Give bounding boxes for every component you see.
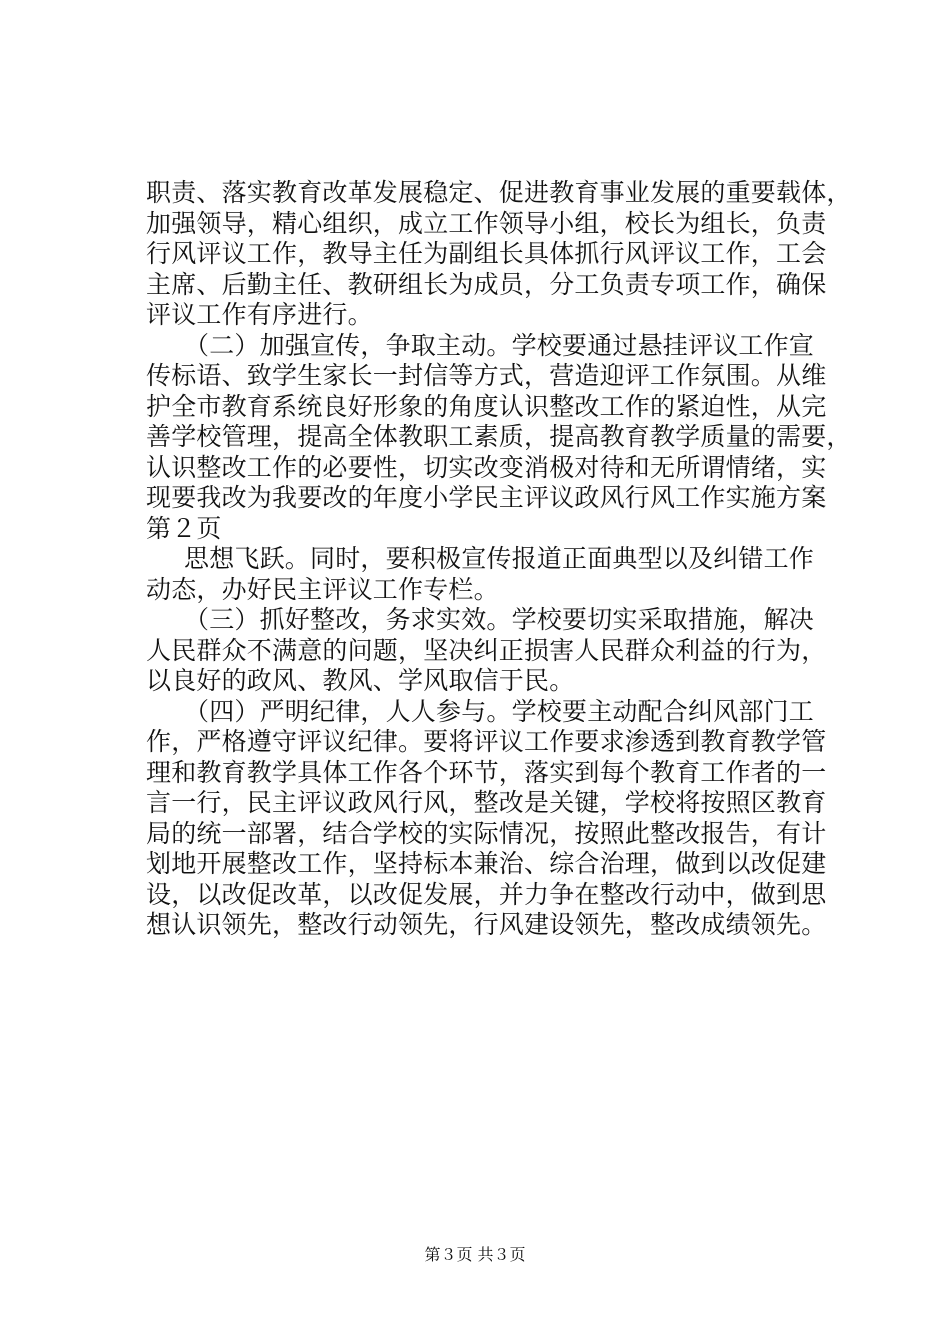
text-line: 传标语、致学生家长一封信等方式，营造迎评工作氛围。从维 — [146, 361, 827, 390]
text-line: 言一行，民主评议政风行风，整改是关键，学校将按照区教育 — [146, 788, 827, 817]
text-line: 设，以改促改革，以改促发展，并力争在整改行动中，做到思 — [146, 879, 827, 909]
text-line: 局的统一部署，结合学校的实际情况，按照此整改报告，有计 — [146, 818, 827, 848]
text-line: 动态，办好民主评议工作专栏。 — [146, 574, 499, 604]
text-line: 善学校管理，提高全体教职工素质，提高教育教学质量的需要， — [146, 422, 852, 451]
text-line: 以良好的政风、教风、学风取信于民。 — [146, 666, 575, 695]
text-line: 想认识领先，整改行动领先，行风建设领先，整改成绩领先。 — [146, 910, 827, 939]
document-body — [146, 178, 852, 941]
text-line: 人民群众不满意的问题，坚决纠正损害人民群众利益的行为， — [146, 635, 827, 665]
text-line: 加强领导，精心组织，成立工作领导小组，校长为组长，负责 — [146, 208, 827, 238]
text-line: 主席、后勤主任、教研组长为成员，分工负责专项工作，确保 — [146, 269, 827, 299]
text-line: 第２页 — [146, 513, 222, 543]
text-line: 职责、落实教育改革发展稳定、促进教育事业发展的重要载体， — [146, 178, 852, 207]
text-line: 行风评议工作，教导主任为副组长具体抓行风评议工作，工会 — [146, 239, 827, 268]
paragraph-start-line: （二）加强宣传，争取主动。学校要通过悬挂评议工作宣 — [184, 330, 815, 360]
paragraph-start-line: （三）抓好整改，务求实效。学校要切实采取措施，解决 — [184, 605, 815, 634]
paragraph-start-line: 思想飞跃。同时，要积极宣传报道正面典型以及纠错工作 — [184, 544, 815, 573]
page-footer: 第３页 共３页 — [424, 1245, 526, 1264]
text-line: 划地开展整改工作，坚持标本兼治、综合治理，做到以改促建 — [146, 849, 827, 878]
paragraph-start-line: （四）严明纪律，人人参与。学校要主动配合纠风部门工 — [184, 696, 815, 726]
text-line: 现要我改为我要改的年度小学民主评议政风行风工作实施方案 — [146, 483, 827, 512]
text-line: 作，严格遵守评议纪律。要将评议工作要求渗透到教育教学管 — [146, 727, 827, 756]
text-line: 认识整改工作的必要性，切实改变消极对待和无所谓情绪，实 — [146, 452, 827, 482]
text-line: 护全市教育系统良好形象的角度认识整改工作的紧迫性，从完 — [146, 391, 827, 421]
text-line: 理和教育教学具体工作各个环节，落实到每个教育工作者的一 — [146, 757, 827, 787]
text-line: 评议工作有序进行。 — [146, 300, 373, 329]
